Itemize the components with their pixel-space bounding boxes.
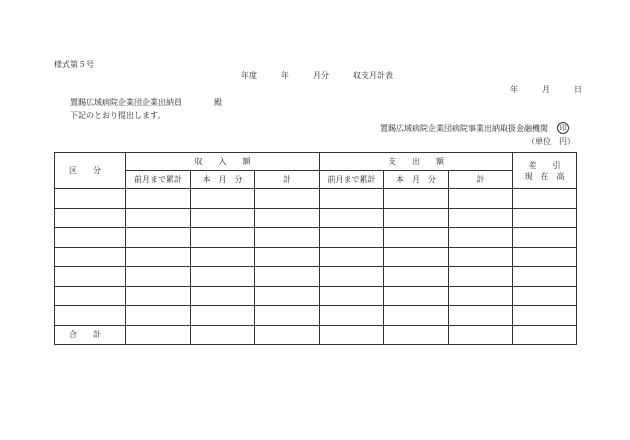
- table-cell[interactable]: [449, 325, 513, 345]
- table-cell[interactable]: [191, 306, 255, 326]
- form-number: 様式第５号: [54, 60, 94, 69]
- table-row: [55, 189, 577, 209]
- table-cell[interactable]: [126, 325, 191, 345]
- table-cell[interactable]: [384, 247, 449, 267]
- table-cell[interactable]: [320, 189, 384, 209]
- table-cell[interactable]: [320, 286, 384, 306]
- expense-month-header: 本 月 分: [384, 171, 449, 189]
- table-cell[interactable]: [55, 208, 126, 228]
- table-cell[interactable]: [513, 228, 577, 248]
- table-cell[interactable]: [449, 286, 513, 306]
- table-cell[interactable]: [320, 247, 384, 267]
- table-row: [55, 267, 577, 287]
- table-cell[interactable]: [513, 267, 577, 287]
- date-line: 年 月 日: [510, 85, 582, 94]
- table-cell[interactable]: [513, 189, 577, 209]
- table-cell[interactable]: [513, 247, 577, 267]
- table-cell[interactable]: [55, 267, 126, 287]
- income-total-header: 計: [255, 171, 320, 189]
- table-cell[interactable]: [191, 286, 255, 306]
- table-cell[interactable]: [55, 286, 126, 306]
- table-cell[interactable]: [320, 267, 384, 287]
- table-cell[interactable]: [126, 189, 191, 209]
- table-cell[interactable]: [320, 208, 384, 228]
- table-cell[interactable]: [384, 228, 449, 248]
- header-row-2: [55, 171, 577, 189]
- table-cell[interactable]: [320, 325, 384, 345]
- table-cell[interactable]: [191, 189, 255, 209]
- table-cell[interactable]: [513, 306, 577, 326]
- table-cell[interactable]: [126, 247, 191, 267]
- table-cell[interactable]: [384, 189, 449, 209]
- table-cell[interactable]: [191, 325, 255, 345]
- table-cell[interactable]: [513, 286, 577, 306]
- table-row: [55, 247, 577, 267]
- table-cell[interactable]: [55, 228, 126, 248]
- table-cell[interactable]: [191, 247, 255, 267]
- table-cell[interactable]: [126, 228, 191, 248]
- table-cell[interactable]: [126, 267, 191, 287]
- table-cell[interactable]: [384, 325, 449, 345]
- blank-rows: [55, 189, 577, 326]
- table-row: [55, 286, 577, 306]
- table-cell[interactable]: [513, 325, 577, 345]
- expense-prev-header: 前月まで累計: [320, 171, 384, 189]
- table-cell[interactable]: [255, 325, 320, 345]
- sender-line: 置賜広域病院企業団病院事業出納取扱金融機関: [380, 124, 548, 133]
- table-row: [55, 306, 577, 326]
- header-income: 収 入 額: [126, 153, 320, 171]
- table-cell[interactable]: [255, 267, 320, 287]
- table-cell[interactable]: [513, 208, 577, 228]
- header-balance: [513, 153, 577, 189]
- table-cell[interactable]: [55, 189, 126, 209]
- header-expense: 支 出 額: [320, 153, 513, 171]
- table-cell[interactable]: [384, 208, 449, 228]
- table-cell[interactable]: [320, 306, 384, 326]
- table-cell[interactable]: [449, 189, 513, 209]
- table-cell[interactable]: [255, 228, 320, 248]
- table-cell[interactable]: [255, 306, 320, 326]
- seal-icon: 印: [557, 122, 569, 134]
- header-row-1: [55, 153, 577, 171]
- table-row: [55, 228, 577, 248]
- table-cell[interactable]: [126, 208, 191, 228]
- table-cell[interactable]: [320, 228, 384, 248]
- total-row: [55, 325, 577, 345]
- income-prev-header: 前月まで累計: [126, 171, 191, 189]
- table-cell[interactable]: [449, 208, 513, 228]
- table-cell[interactable]: [126, 306, 191, 326]
- recipient-line: 置賜広域病院企業団企業出納員 殿: [70, 98, 222, 107]
- table-cell[interactable]: [255, 286, 320, 306]
- table-cell[interactable]: [449, 267, 513, 287]
- table-cell[interactable]: [384, 286, 449, 306]
- ledger-table: [54, 152, 577, 345]
- expense-total-header: 計: [449, 171, 513, 189]
- header-kubun: 区 分: [55, 153, 126, 189]
- table-row: [55, 208, 577, 228]
- unit-label: （単位 円）: [527, 137, 575, 146]
- table-cell[interactable]: [384, 306, 449, 326]
- table-cell[interactable]: [191, 267, 255, 287]
- table-cell[interactable]: [126, 286, 191, 306]
- header-balance-bottom: 現 在 高: [524, 171, 565, 181]
- table-cell[interactable]: [55, 247, 126, 267]
- header-balance-top: 差 引: [528, 160, 561, 170]
- table-cell[interactable]: [55, 306, 126, 326]
- table-cell[interactable]: [255, 247, 320, 267]
- table-cell[interactable]: [449, 306, 513, 326]
- table-cell[interactable]: [449, 247, 513, 267]
- table-cell[interactable]: [255, 208, 320, 228]
- total-label: 合 計: [55, 325, 126, 345]
- table-cell[interactable]: [449, 228, 513, 248]
- page-title: 年度 年 月分 収支月計表: [241, 71, 393, 80]
- table-cell[interactable]: [191, 208, 255, 228]
- intro-text: 下記のとおり提出します。: [70, 111, 166, 120]
- table-cell[interactable]: [191, 228, 255, 248]
- table-cell[interactable]: [255, 189, 320, 209]
- income-month-header: 本 月 分: [191, 171, 255, 189]
- table-cell[interactable]: [384, 267, 449, 287]
